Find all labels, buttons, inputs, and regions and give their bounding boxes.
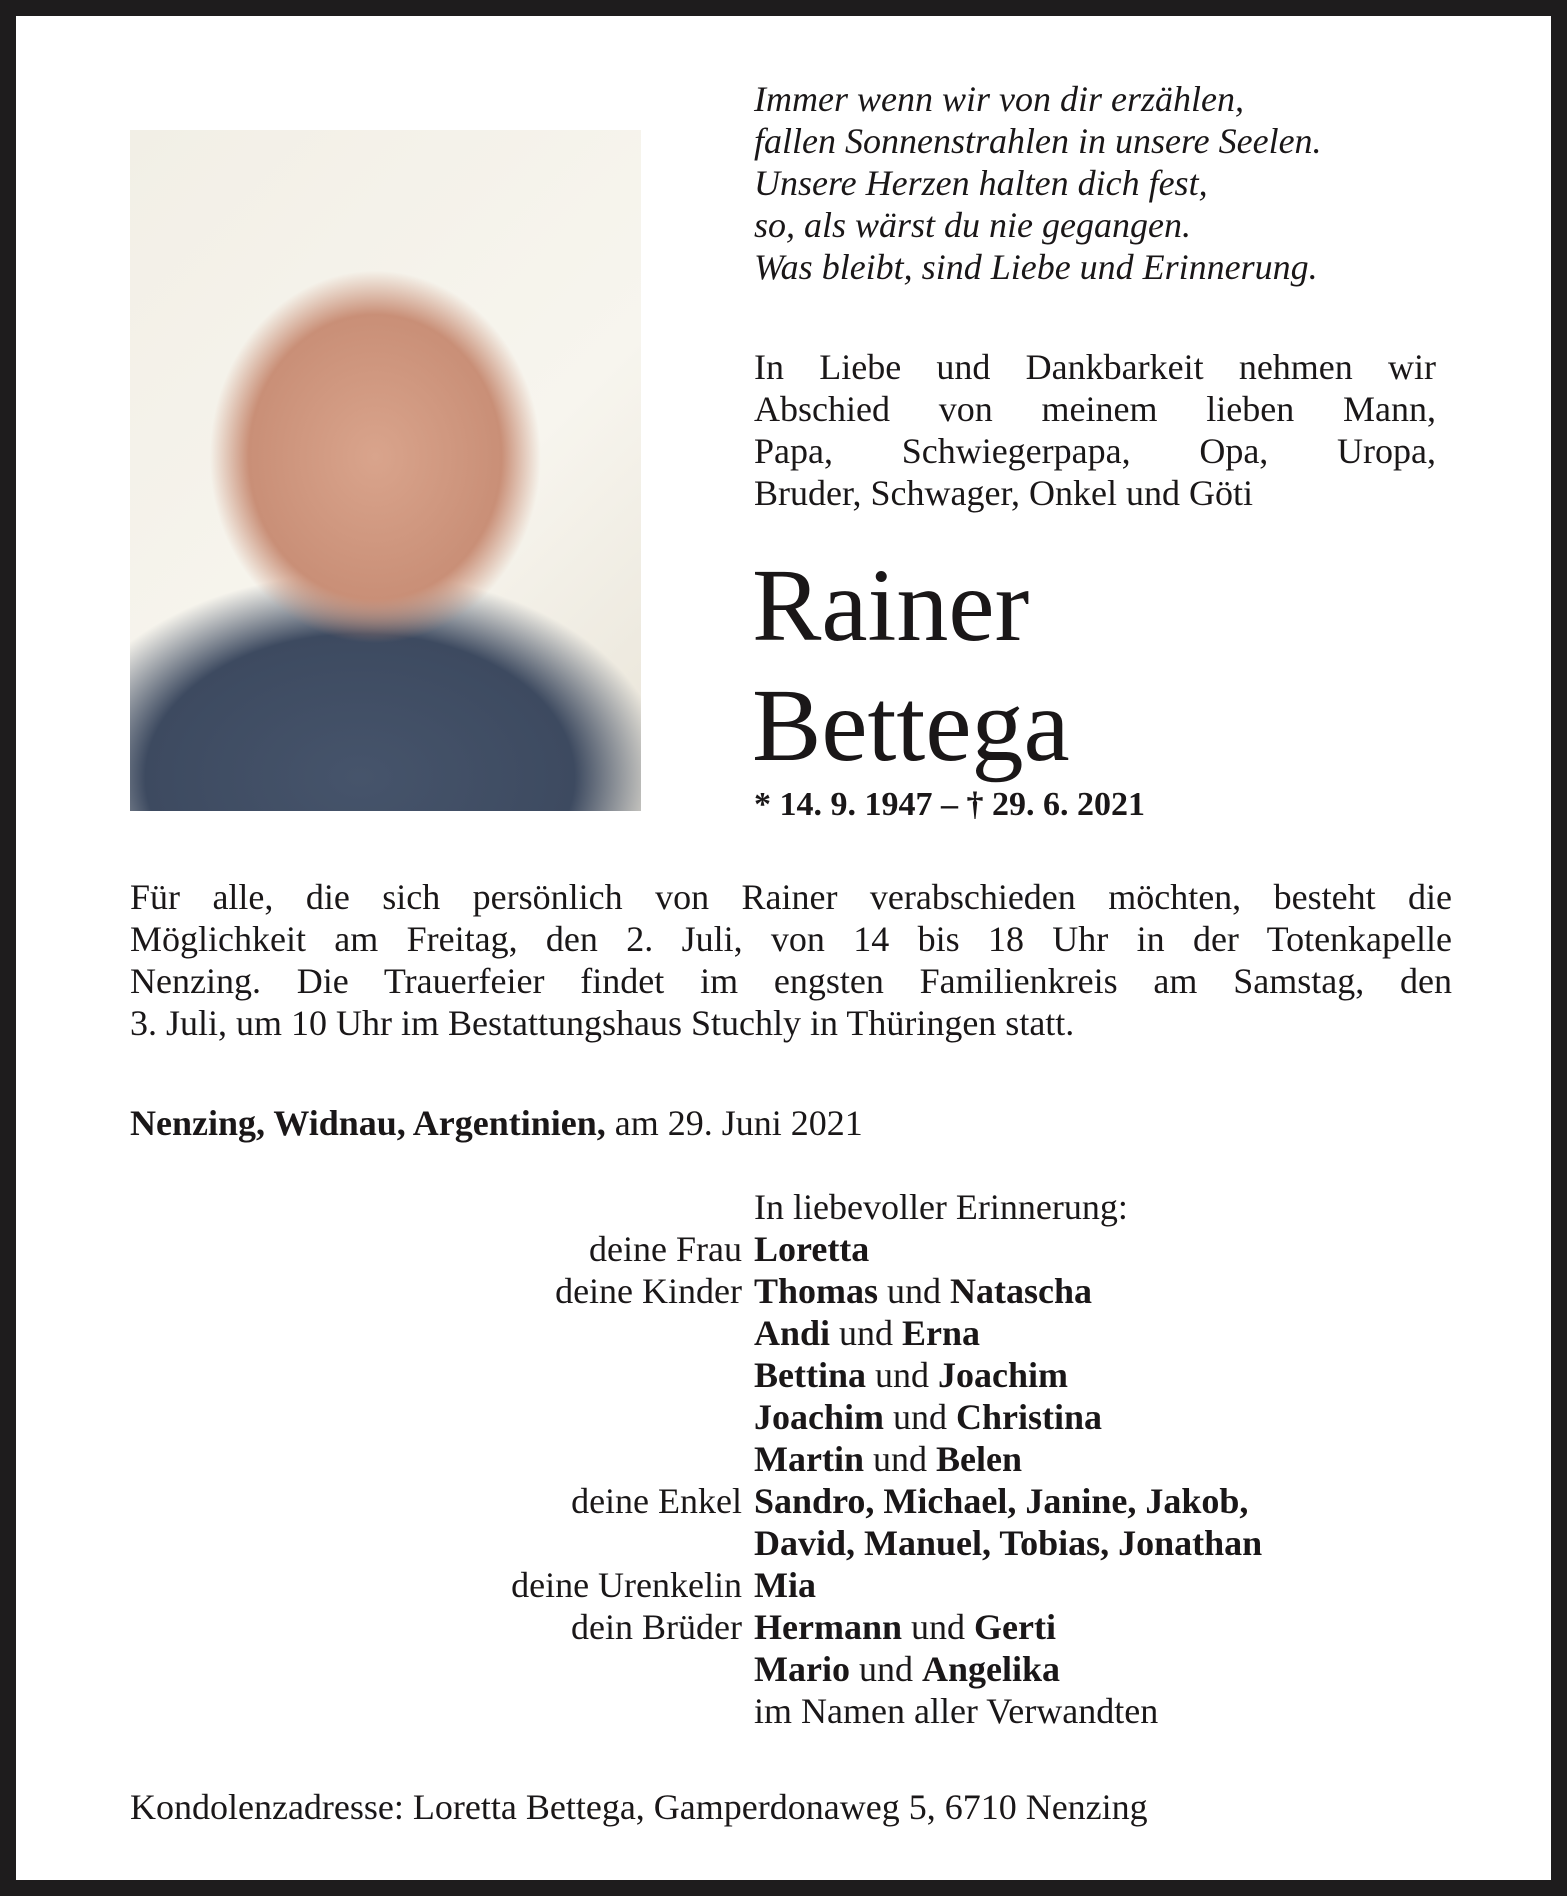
intro-line: In Liebe und Dankbarkeit nehmen wir — [754, 347, 1436, 387]
mourner-name: Thomas — [754, 1271, 879, 1311]
mourner-name: Natascha — [950, 1271, 1093, 1311]
relation-label — [130, 1396, 754, 1438]
place-date — [130, 1102, 863, 1144]
mourner-row — [130, 1564, 1262, 1606]
conjunction: und — [878, 1271, 951, 1311]
mourner-row — [130, 1648, 1262, 1690]
portrait-photo — [130, 130, 641, 811]
mourners-footer: im Namen aller Verwandten — [754, 1691, 1159, 1731]
mourner-name: David, Manuel, Tobias, Jonathan — [754, 1523, 1263, 1563]
relation-label — [130, 1312, 754, 1354]
mourners-heading: In liebevoller Erinnerung: — [754, 1187, 1128, 1227]
poem-line: Unsere Herzen halten dich fest, — [754, 163, 1208, 203]
last-name: Bettega — [752, 668, 1070, 783]
relation-label: dein Brüder — [571, 1607, 742, 1647]
relation-label: deine Kinder — [555, 1271, 742, 1311]
poem-line: Immer wenn wir von dir erzählen, — [754, 79, 1244, 119]
mourner-name: Mia — [754, 1565, 816, 1605]
intro-text — [754, 346, 1436, 514]
poem-line: so, als wärst du nie gegangen. — [754, 205, 1191, 245]
first-name: Rainer — [752, 548, 1030, 663]
announcement-text — [130, 876, 1452, 1044]
mourner-name: Bettina — [754, 1355, 866, 1395]
mourner-name: Mario — [754, 1649, 850, 1689]
mourner-name: Martin — [754, 1439, 864, 1479]
mourner-name: Andi — [754, 1313, 831, 1353]
conjunction: und — [863, 1439, 936, 1479]
intro-line: Abschied von meinem lieben Mann, — [754, 389, 1436, 429]
mourner-name: Angelika — [921, 1649, 1060, 1689]
mourner-name: Belen — [935, 1439, 1022, 1479]
body-line: Möglichkeit am Freitag, den 2. Juli, von 14 bis 18 Uhr in der Totenkapelle — [130, 919, 1452, 959]
date: am 29. Juni 2021 — [605, 1103, 863, 1143]
relation-label: deine Enkel — [571, 1481, 742, 1521]
body-line: Für alle, die sich persönlich von Rainer verabschieden möchten, besteht die — [130, 877, 1452, 917]
conjunction: und — [884, 1397, 956, 1437]
mourner-name: Loretta — [754, 1229, 870, 1269]
mourner-name: Erna — [902, 1313, 981, 1353]
relation-label — [130, 1648, 754, 1690]
obituary-page — [16, 16, 1551, 1880]
mourner-name: Christina — [956, 1397, 1103, 1437]
body-line: Nenzing. Die Trauerfeier findet im engsten Familienkreis am Samstag, den — [130, 961, 1452, 1001]
mourner-row — [130, 1270, 1262, 1312]
conjunction: und — [830, 1313, 903, 1353]
mourner-name: Hermann — [754, 1607, 902, 1647]
conjunction: und — [866, 1355, 938, 1395]
relation-label — [130, 1354, 754, 1396]
poem-line: fallen Sonnenstrahlen in unsere Seelen. — [754, 121, 1322, 161]
poem-line: Was bleibt, sind Liebe und Erinnerung. — [754, 247, 1318, 287]
intro-line: Bruder, Schwager, Onkel und Göti — [754, 473, 1254, 513]
intro-line: Papa, Schwiegerpapa, Opa, Uropa, — [754, 431, 1436, 471]
poem — [754, 78, 1322, 288]
mourner-row — [130, 1396, 1262, 1438]
mourner-name: Sandro, Michael, Janine, Jakob, — [754, 1481, 1249, 1521]
relation-label — [130, 1522, 754, 1564]
mourner-row — [130, 1606, 1262, 1648]
places: Nenzing, Widnau, Argentinien, — [130, 1103, 606, 1143]
relation-label: deine Urenkelin — [511, 1565, 742, 1605]
mourner-row — [130, 1438, 1262, 1480]
condolence-address: Kondolenzadresse: Loretta Bettega, Gamperdonaweg 5, 6710 Nenzing — [130, 1787, 1148, 1827]
conjunction: und — [849, 1649, 922, 1689]
body-line: 3. Juli, um 10 Uhr im Bestattungshaus Stuchly in Thüringen statt. — [130, 1003, 1075, 1043]
mourner-row — [130, 1522, 1262, 1564]
relation-label: deine Frau — [589, 1229, 742, 1269]
mourner-row — [130, 1480, 1262, 1522]
mourner-name: Gerti — [974, 1607, 1056, 1647]
mourner-row — [130, 1228, 1262, 1270]
deceased-name — [752, 546, 1070, 786]
mourner-name: Joachim — [754, 1397, 884, 1437]
life-dates: * 14. 9. 1947 – † 29. 6. 2021 — [754, 786, 1145, 823]
mourner-name: Joachim — [938, 1355, 1068, 1395]
mourner-row — [130, 1354, 1262, 1396]
mourners-list — [130, 1186, 1262, 1732]
conjunction: und — [902, 1607, 974, 1647]
relation-label — [130, 1438, 754, 1480]
mourner-row — [130, 1312, 1262, 1354]
